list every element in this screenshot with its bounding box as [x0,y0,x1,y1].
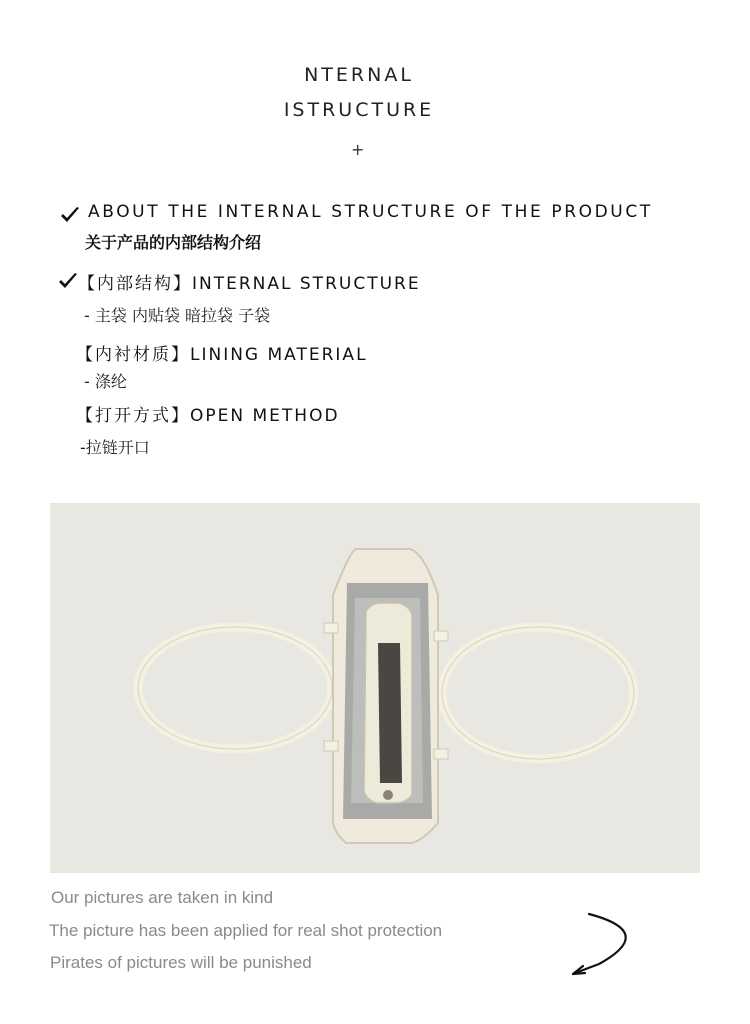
about-heading-en: ABOUT THE INTERNAL STRUCTURE OF THE PRODUCT [88,202,653,222]
spec-value-structure: - 主袋 内贴袋 暗拉袋 子袋 [84,306,271,325]
check-icon [60,206,80,224]
caption-line-2: The picture has been applied for real shot protection [49,921,443,940]
check-icon [58,272,78,290]
title-line-2: ISTRUCTURE [283,99,435,121]
caption-line-1: Our pictures are taken in kind [51,888,274,907]
title-line-1: NTERNAL [304,64,414,86]
caption-line-3: Pirates of pictures will be punished [50,953,312,972]
spec-label-lining: 【内衬材质】LINING MATERIAL [76,345,368,365]
spec-value-open: -拉链开口 [80,438,150,457]
spec-label-open: 【打开方式】OPEN METHOD [76,406,340,426]
curved-arrow-icon [565,910,645,980]
product-photo [50,503,700,873]
plus-divider: + [351,140,365,159]
bag-illustration [50,503,700,873]
about-heading-cn: 关于产品的内部结构介绍 [85,233,262,252]
spec-value-lining: - 涤纶 [84,372,127,391]
spec-label-structure: 【内部结构】INTERNAL STRUCTURE [78,274,421,294]
